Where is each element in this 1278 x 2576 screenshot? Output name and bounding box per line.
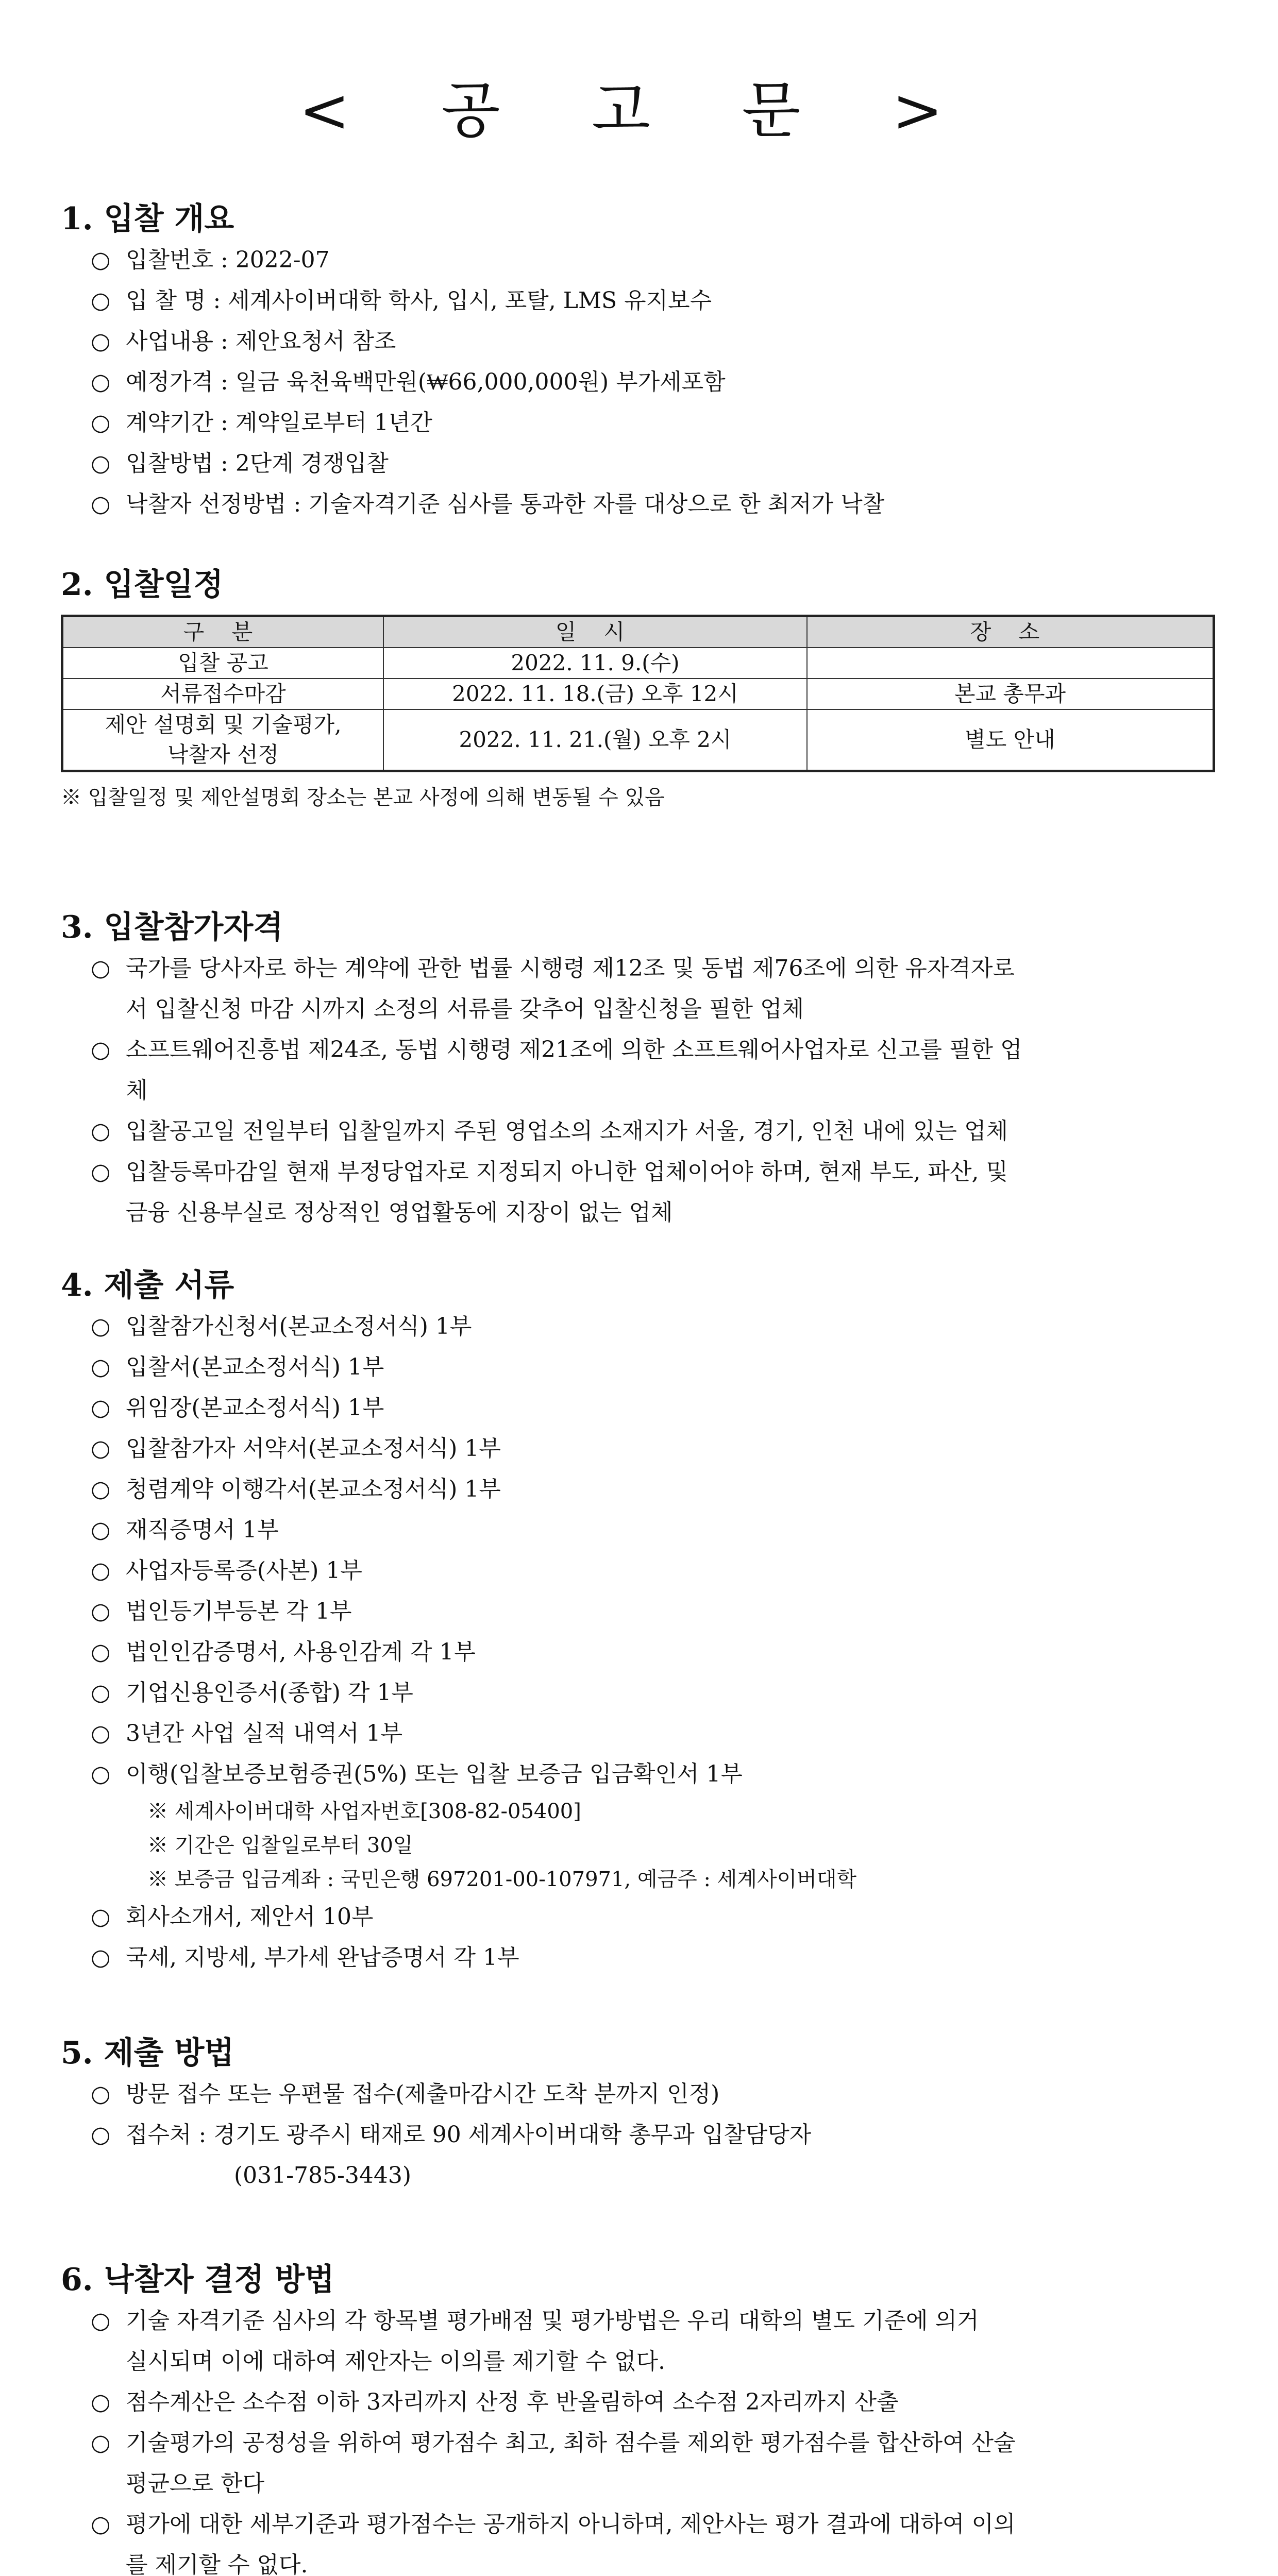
circle-bullet-icon: ○ bbox=[91, 1037, 111, 1063]
list-subnote: ※ 보증금 입금계좌 : 국민은행 697201-00-107971, 예금주 : 세계사이버대학 bbox=[147, 1868, 857, 1891]
circle-bullet-icon: ○ bbox=[91, 1761, 111, 1787]
circle-bullet-icon: ○ bbox=[91, 2081, 111, 2107]
circle-bullet-icon: ○ bbox=[91, 1904, 111, 1930]
section-award-method bbox=[61, 2259, 1215, 2576]
circle-bullet-icon: ○ bbox=[91, 2389, 111, 2415]
item-list bbox=[61, 1306, 1215, 1978]
circle-bullet-icon: ○ bbox=[91, 1313, 111, 1340]
circle-bullet-icon: ○ bbox=[91, 2511, 111, 2537]
item-list bbox=[61, 948, 1215, 1233]
list-item: ○ 입찰등록마감일 현재 부정당업자로 지정되지 아니한 업체이어야 하며, 현재 부도, 파산, 및 금융 신용부실로 정상적인 영업활동에 지장이 없는 업체 bbox=[61, 1151, 1215, 1233]
circle-bullet-icon: ○ bbox=[91, 955, 111, 981]
list-item: ○ 사업내용 : 제안요청서 참조 bbox=[61, 321, 1215, 362]
schedule-note: ※ 입찰일정 및 제안설명회 장소는 본교 사정에 의해 변동될 수 있음 bbox=[61, 786, 665, 809]
table-cell bbox=[807, 648, 1214, 679]
circle-bullet-icon: ○ bbox=[91, 369, 111, 395]
circle-bullet-icon: ○ bbox=[91, 1598, 111, 1624]
circle-bullet-icon: ○ bbox=[91, 287, 111, 314]
list-item: ○ 입찰참가신청서(본교소정서식) 1부 bbox=[61, 1306, 1215, 1347]
table-row bbox=[62, 648, 1214, 679]
table-header-row bbox=[62, 616, 1214, 648]
list-item: ○ 청렴계약 이행각서(본교소정서식) 1부 bbox=[61, 1469, 1215, 1510]
table-cell: 별도 안내 bbox=[807, 709, 1214, 771]
list-item: ○ 법인인감증명서, 사용인감계 각 1부 bbox=[61, 1632, 1215, 1672]
section-heading: 3. 입찰참가자격 bbox=[61, 909, 283, 945]
list-item: ○ 기술 자격기준 심사의 각 항목별 평가배점 및 평가방법은 우리 대학의 별도 기준에 의거 실시되며 이에 대하여 제안자는 이의를 제기할 수 없다. bbox=[61, 2300, 1215, 2382]
list-item: ○ 방문 접수 또는 우편물 접수(제출마감시간 도착 분까지 인정) bbox=[61, 2074, 1215, 2114]
circle-bullet-icon: ○ bbox=[91, 247, 111, 273]
item-list bbox=[61, 2300, 1215, 2576]
section-heading: 4. 제출 서류 bbox=[61, 1267, 234, 1303]
table-cell: 2022. 11. 21.(월) 오후 2시 bbox=[383, 709, 807, 771]
table-header-cell: 구 분 bbox=[62, 616, 384, 648]
list-item: ○ 입찰참가자 서약서(본교소정서식) 1부 bbox=[61, 1428, 1215, 1469]
section-bid-schedule bbox=[61, 564, 1215, 816]
list-item: ○ 입찰서(본교소정서식) 1부 bbox=[61, 1347, 1215, 1387]
circle-bullet-icon: ○ bbox=[91, 1557, 111, 1584]
list-item: ○ 점수계산은 소수점 이하 3자리까지 산정 후 반올림하여 소수점 2자리까지 산출 bbox=[61, 2382, 1215, 2422]
list-item: ○ 사업자등록증(사본) 1부 bbox=[61, 1550, 1215, 1591]
list-item: ○ 회사소개서, 제안서 10부 bbox=[61, 1896, 1215, 1937]
list-item: ○ 입찰번호 : 2022-07 bbox=[61, 240, 1215, 280]
circle-bullet-icon: ○ bbox=[91, 2122, 111, 2148]
section-eligibility bbox=[61, 907, 1215, 1233]
table-header-cell: 장 소 bbox=[807, 616, 1214, 648]
list-item: ○ 재직증명서 1부 bbox=[61, 1510, 1215, 1550]
list-item: ○ 입 찰 명 : 세계사이버대학 학사, 입시, 포탈, LMS 유지보수 bbox=[61, 280, 1215, 321]
table-cell: 2022. 11. 9.(수) bbox=[383, 648, 807, 679]
table-cell: 2022. 11. 18.(금) 오후 12시 bbox=[383, 679, 807, 709]
circle-bullet-icon: ○ bbox=[91, 1944, 111, 1971]
list-item: ○ 법인등기부등본 각 1부 bbox=[61, 1591, 1215, 1632]
item-list bbox=[61, 240, 1215, 524]
list-item: ○ 3년간 사업 실적 내역서 1부 bbox=[61, 1713, 1215, 1754]
circle-bullet-icon: ○ bbox=[91, 1517, 111, 1543]
list-item: ○ 소프트웨어진흥법 제24조, 동법 시행령 제21조에 의한 소프트웨어사업자로 신고를 필한 업 체 bbox=[61, 1029, 1215, 1111]
circle-bullet-icon: ○ bbox=[91, 328, 111, 354]
circle-bullet-icon: ○ bbox=[91, 1639, 111, 1665]
list-item: ○ 위임장(본교소정서식) 1부 bbox=[61, 1387, 1215, 1428]
table-row bbox=[62, 709, 1214, 771]
list-subnote: ※ 기간은 입찰일로부터 30일 bbox=[147, 1834, 413, 1857]
list-item: ○ 입찰공고일 전일부터 입찰일까지 주된 영업소의 소재지가 서울, 경기, 인천 내에 있는 업체 bbox=[61, 1111, 1215, 1151]
circle-bullet-icon: ○ bbox=[91, 410, 111, 436]
table-cell: 제안 설명회 및 기술평가, 낙찰자 선정 bbox=[62, 709, 384, 771]
list-item: ○ 국가를 당사자로 하는 계약에 관한 법률 시행령 제12조 및 동법 제76조에 의한 유자격자로 서 입찰신청 마감 시까지 소정의 서류를 갖추어 입찰신청을 필한 업체 bbox=[61, 948, 1215, 1029]
circle-bullet-icon: ○ bbox=[91, 1435, 111, 1462]
notice-title: < 공 고 문 > bbox=[299, 75, 979, 146]
circle-bullet-icon: ○ bbox=[91, 1395, 111, 1421]
list-item: ○ 이행(입찰보증보험증권(5%) 또는 입찰 보증금 입금확인서 1부 bbox=[61, 1754, 1215, 1794]
section-submission-method bbox=[61, 2032, 1215, 2196]
table-row bbox=[62, 679, 1214, 709]
circle-bullet-icon: ○ bbox=[91, 1720, 111, 1747]
list-item: ○ 기업신용인증서(종합) 각 1부 bbox=[61, 1672, 1215, 1713]
circle-bullet-icon: ○ bbox=[91, 1118, 111, 1144]
circle-bullet-icon: ○ bbox=[91, 491, 111, 517]
item-list bbox=[61, 2074, 1215, 2196]
table-cell: 본교 총무과 bbox=[807, 679, 1214, 709]
list-item: ○ 기술평가의 공정성을 위하여 평가점수 최고, 최하 점수를 제외한 평가점수를 합산하여 산술 평균으로 한다 bbox=[61, 2422, 1215, 2504]
list-item: ○ 접수처 : 경기도 광주시 태재로 90 세계사이버대학 총무과 입찰담당자 (031-785-3443) bbox=[61, 2114, 1215, 2196]
section-heading: 1. 입찰 개요 bbox=[61, 201, 234, 237]
circle-bullet-icon: ○ bbox=[91, 450, 111, 477]
section-heading: 5. 제출 방법 bbox=[61, 2035, 234, 2071]
list-item: ○ 낙찰자 선정방법 : 기술자격기준 심사를 통과한 자를 대상으로 한 최저가 낙찰 bbox=[61, 484, 1215, 524]
table-header-cell: 일 시 bbox=[383, 616, 807, 648]
table-cell: 입찰 공고 bbox=[62, 648, 384, 679]
circle-bullet-icon: ○ bbox=[91, 1476, 111, 1502]
section-bid-overview bbox=[61, 198, 1215, 524]
list-item: ○ 예정가격 : 일금 육천육백만원(₩66,000,000원) 부가세포함 bbox=[61, 362, 1215, 402]
section-heading: 2. 입찰일정 bbox=[61, 567, 224, 603]
circle-bullet-icon: ○ bbox=[91, 2308, 111, 2334]
list-item: ○ 국세, 지방세, 부가세 완납증명서 각 1부 bbox=[61, 1937, 1215, 1978]
table-cell: 서류접수마감 bbox=[62, 679, 384, 709]
circle-bullet-icon: ○ bbox=[91, 1680, 111, 1706]
circle-bullet-icon: ○ bbox=[91, 2430, 111, 2456]
section-documents bbox=[61, 1265, 1215, 1978]
circle-bullet-icon: ○ bbox=[91, 1354, 111, 1380]
section-heading: 6. 낙찰자 결정 방법 bbox=[61, 2262, 335, 2298]
list-subnote: ※ 세계사이버대학 사업자번호[308-82-05400] bbox=[147, 1800, 581, 1823]
list-item: ○ 입찰방법 : 2단계 경쟁입찰 bbox=[61, 443, 1215, 484]
schedule-table bbox=[61, 615, 1215, 772]
list-item: ○ 계약기간 : 계약일로부터 1년간 bbox=[61, 402, 1215, 443]
circle-bullet-icon: ○ bbox=[91, 1159, 111, 1185]
list-item: ○ 평가에 대한 세부기준과 평가점수는 공개하지 아니하며, 제안사는 평가 결과에 대하여 이의 를 제기할 수 없다. bbox=[61, 2504, 1215, 2576]
